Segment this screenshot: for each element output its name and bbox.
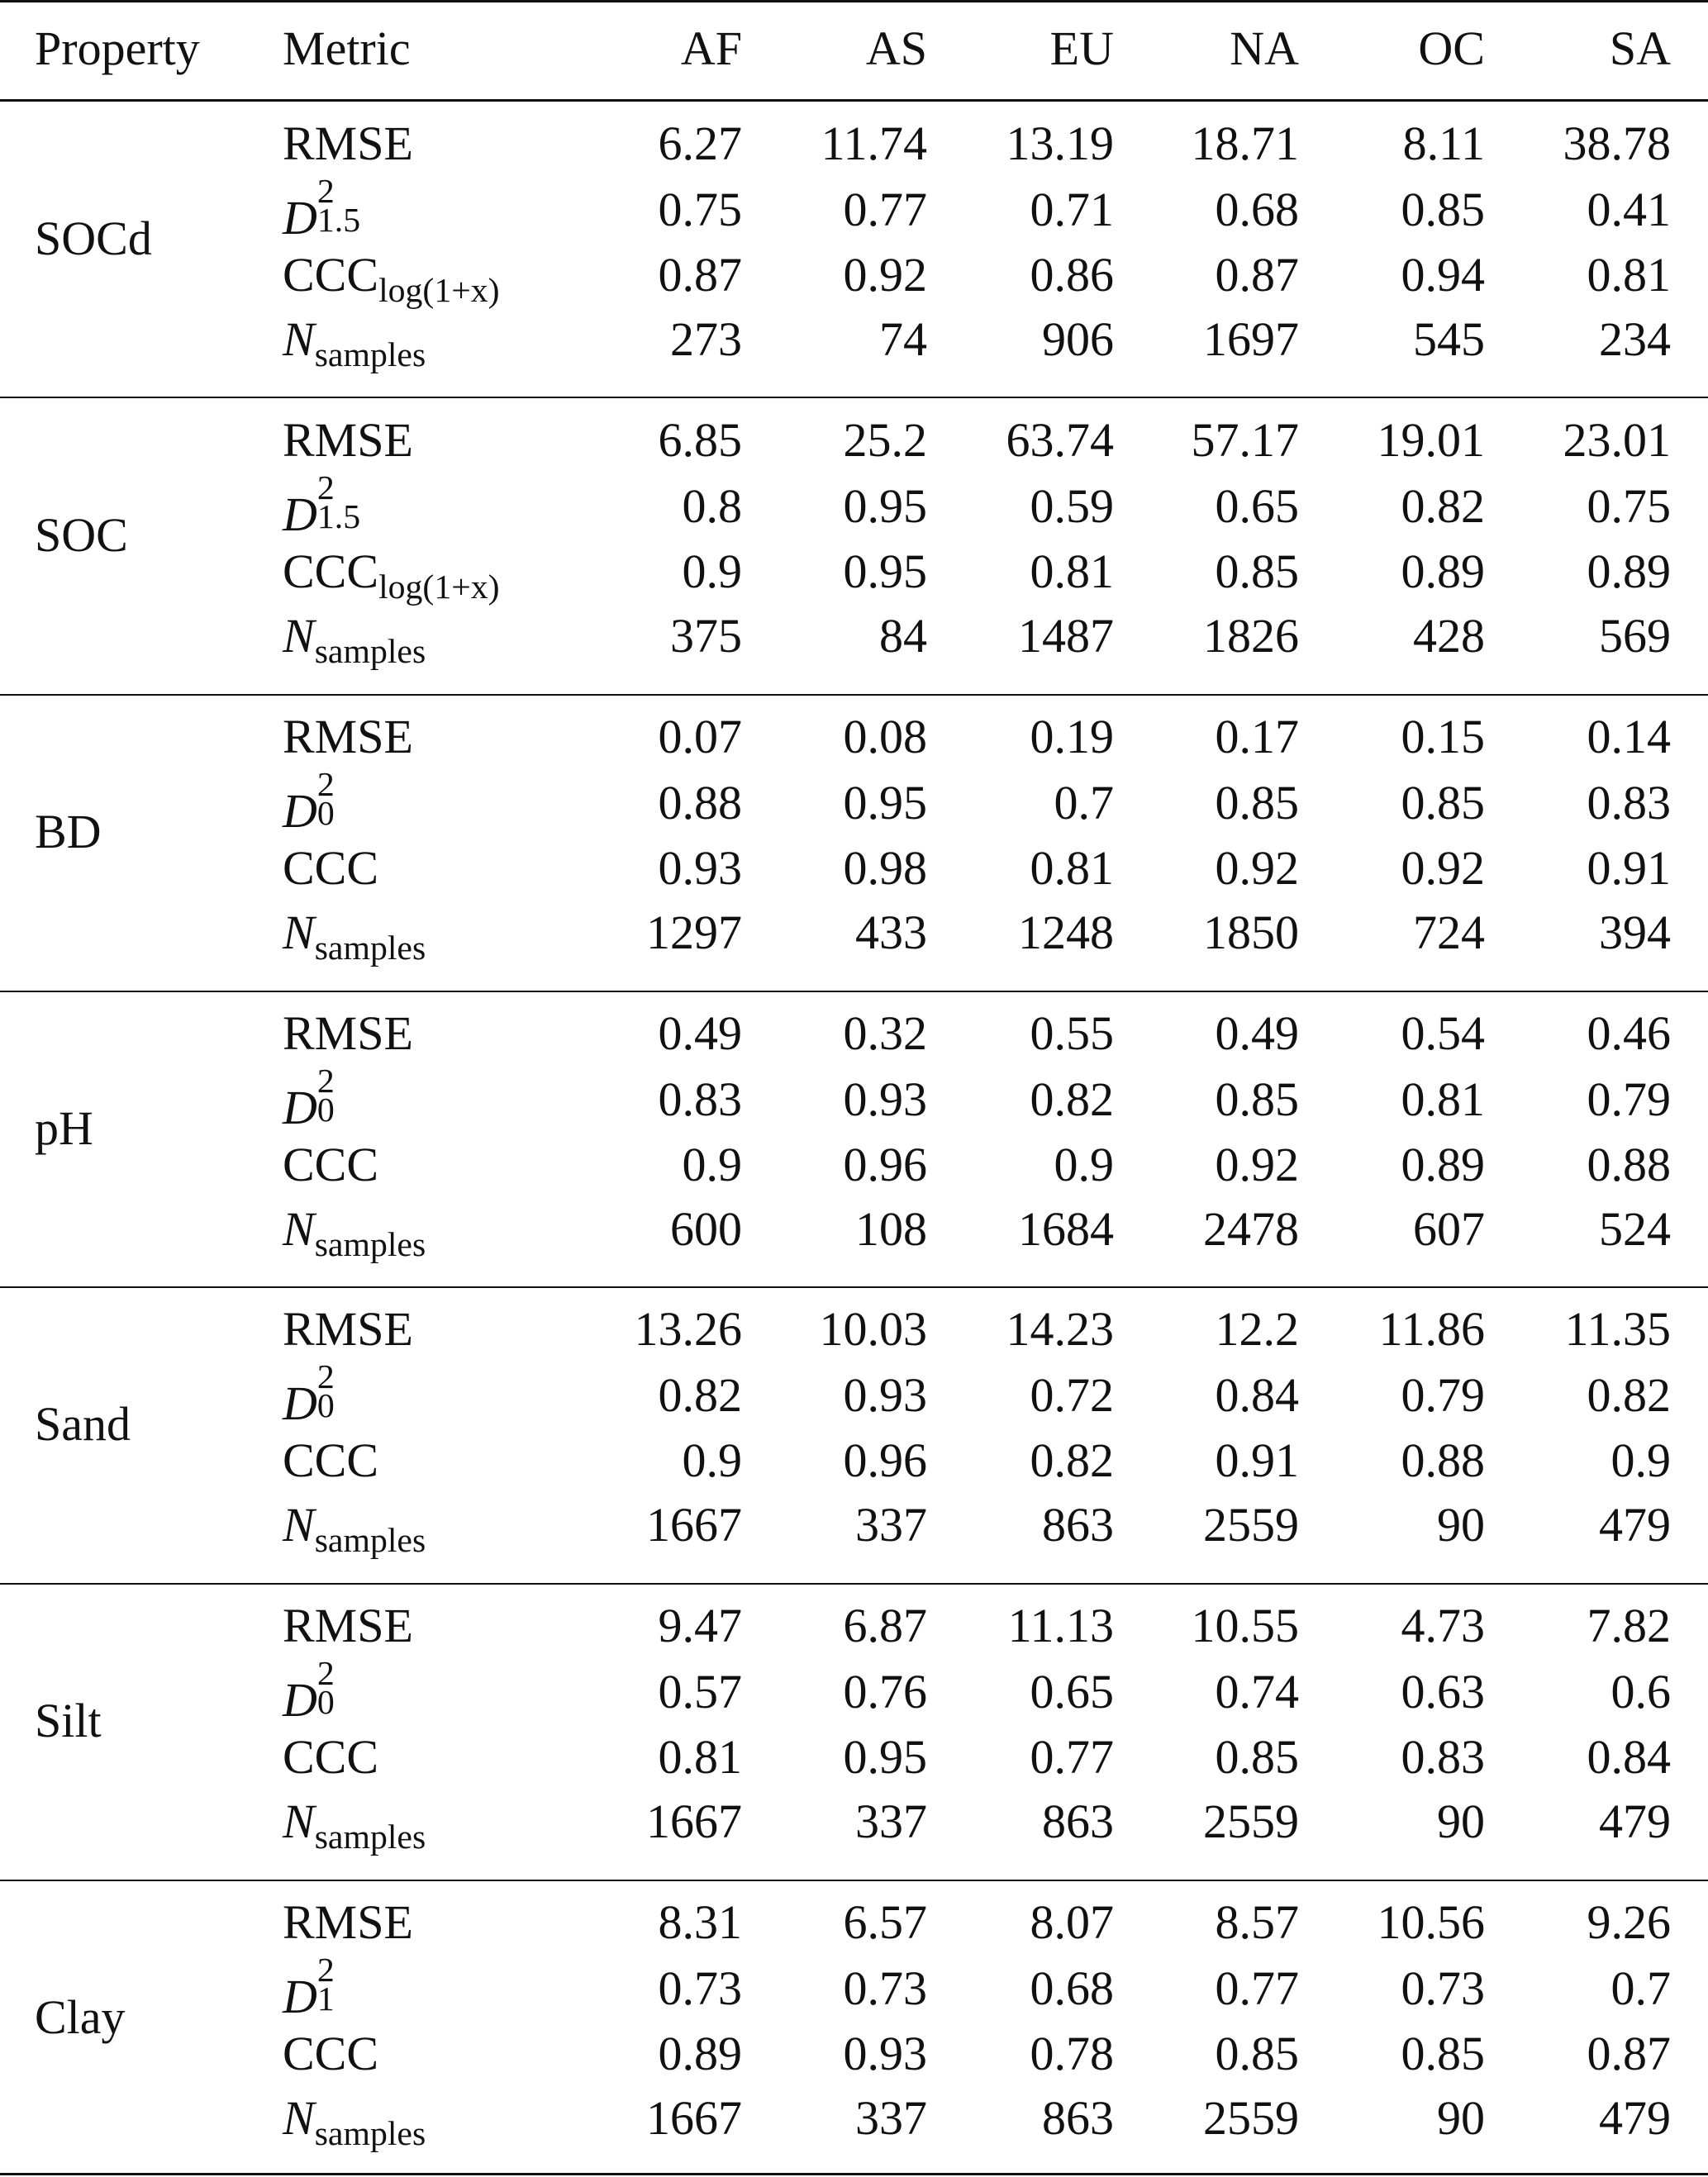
metric-subscript: 1.5	[316, 497, 361, 536]
table-cell: 10.55	[1191, 1599, 1299, 1652]
table-cell: 90	[1437, 1498, 1485, 1552]
metric-subscript: samples	[314, 336, 426, 375]
table-cell: 0.9	[682, 544, 742, 598]
table-cell: 337	[855, 1794, 927, 1848]
table-cell: 724	[1413, 905, 1485, 959]
table-cell: 19.01	[1377, 413, 1485, 467]
table-cell: 0.83	[1401, 1730, 1485, 1784]
table-cell: 0.71	[1030, 183, 1114, 236]
table-cell: 479	[1599, 1794, 1671, 1848]
table-cell: 0.82	[658, 1368, 742, 1422]
table-cell: 90	[1437, 2091, 1485, 2145]
table-cell: 863	[1042, 2091, 1114, 2145]
metric-name: N	[283, 2091, 315, 2145]
metric-label	[283, 2027, 379, 2080]
table-cell: 0.82	[1030, 1072, 1114, 1126]
table-cell: 0.91	[1215, 1433, 1299, 1487]
table-cell: 0.7	[1610, 1961, 1671, 2015]
table-cell: 0.78	[1030, 2027, 1114, 2080]
table-cell: 1826	[1203, 609, 1299, 663]
property-label: BD	[35, 805, 102, 858]
metric-name: CCC	[283, 1138, 379, 1191]
table-cell: 1248	[1018, 905, 1114, 959]
table-cell: 0.89	[1587, 544, 1671, 598]
metric-label	[283, 413, 413, 467]
table-cell: 0.84	[1215, 1368, 1299, 1422]
group-divider	[0, 1880, 1708, 1881]
column-header: AS	[865, 21, 927, 75]
table-cell: 0.82	[1587, 1368, 1671, 1422]
metric-superscript: 2	[316, 1654, 335, 1693]
table-cell: 2478	[1203, 1202, 1299, 1256]
column-header: OC	[1418, 21, 1485, 75]
table-cell: 428	[1413, 609, 1485, 663]
metric-label	[283, 1730, 379, 1784]
table-cell: 8.57	[1215, 1895, 1299, 1949]
table-cell: 0.75	[1587, 479, 1671, 533]
metric-name: RMSE	[283, 116, 413, 170]
table-cell: 0.95	[843, 544, 927, 598]
metric-indices	[316, 172, 379, 240]
table-cell: 479	[1599, 1498, 1671, 1552]
table-cell: 0.17	[1215, 710, 1299, 763]
metric-name: D	[283, 1376, 317, 1430]
table-cell: 0.7	[1054, 776, 1114, 829]
table-cell: 0.59	[1030, 479, 1114, 533]
metric-label	[283, 1654, 379, 1727]
table-cell: 0.15	[1401, 710, 1485, 763]
table-cell: 0.19	[1030, 710, 1114, 763]
table-cell: 0.57	[658, 1665, 742, 1718]
table-cell: 0.93	[843, 1072, 927, 1126]
metric-label	[283, 1794, 426, 1857]
group-divider	[0, 991, 1708, 992]
table-cell: 0.81	[658, 1730, 742, 1784]
metric-name: N	[283, 1202, 315, 1256]
metric-subscript: 1.5	[316, 201, 361, 240]
table-cell: 0.98	[843, 841, 927, 895]
metric-subscript: 0	[316, 1683, 335, 1722]
metric-label	[283, 1062, 379, 1134]
table-cell: 1684	[1018, 1202, 1114, 1256]
metric-label	[283, 1599, 413, 1652]
table-cell: 0.93	[843, 1368, 927, 1422]
table-cell: 0.77	[843, 183, 927, 236]
metric-name: RMSE	[283, 710, 413, 763]
table-cell: 6.87	[843, 1599, 927, 1652]
metric-subscript: 0	[316, 1091, 335, 1129]
metric-superscript: 2	[316, 1357, 335, 1396]
metric-label	[283, 1498, 426, 1561]
table-cell: 0.93	[843, 2027, 927, 2080]
table-cell: 0.73	[1401, 1961, 1485, 2015]
table-cell: 0.83	[658, 1072, 742, 1126]
table-cell: 0.81	[1587, 248, 1671, 302]
metric-label	[283, 1006, 413, 1060]
metric-label	[283, 1951, 379, 2023]
group-divider	[0, 1583, 1708, 1585]
bottom-rule	[0, 2173, 1708, 2175]
table-cell: 0.73	[658, 1961, 742, 2015]
metric-superscript: 2	[316, 468, 335, 507]
table-cell: 18.71	[1191, 116, 1299, 170]
metric-name: D	[283, 487, 317, 541]
metric-superscript: 2	[316, 765, 335, 804]
table-cell: 0.96	[843, 1433, 927, 1487]
table-cell: 0.75	[658, 183, 742, 236]
table-cell: 0.95	[843, 776, 927, 829]
metric-name: RMSE	[283, 1599, 413, 1652]
metric-label	[283, 765, 379, 838]
metric-name: CCC	[283, 248, 379, 302]
metric-label	[283, 1202, 426, 1265]
metric-label	[283, 1138, 379, 1191]
table-cell: 0.87	[1587, 2027, 1671, 2080]
metric-label	[283, 905, 426, 968]
column-header: EU	[1049, 21, 1114, 75]
metric-label	[283, 2091, 426, 2154]
table-cell: 0.88	[1587, 1138, 1671, 1191]
table-cell: 0.9	[682, 1138, 742, 1191]
metric-subscript: samples	[314, 1818, 426, 1857]
table-cell: 12.2	[1215, 1302, 1299, 1356]
table-cell: 0.84	[1587, 1730, 1671, 1784]
table-cell: 4.73	[1401, 1599, 1485, 1652]
metric-name: N	[283, 609, 315, 663]
group-divider	[0, 1286, 1708, 1288]
table-cell: 0.95	[843, 1730, 927, 1784]
table-cell: 0.6	[1610, 1665, 1671, 1718]
table-cell: 0.89	[1401, 1138, 1485, 1191]
metric-label	[283, 1357, 379, 1430]
table-cell: 234	[1599, 312, 1671, 366]
table-cell: 337	[855, 1498, 927, 1552]
table-cell: 74	[879, 312, 927, 366]
table-cell: 0.85	[1401, 183, 1485, 236]
metric-name: RMSE	[283, 1302, 413, 1356]
table-cell: 0.89	[1401, 544, 1485, 598]
table-cell: 57.17	[1191, 413, 1299, 467]
table-cell: 0.77	[1215, 1961, 1299, 2015]
metric-name: RMSE	[283, 1895, 413, 1949]
table-cell: 0.88	[658, 776, 742, 829]
table-cell: 6.57	[843, 1895, 927, 1949]
metric-superscript: 2	[316, 1951, 335, 1989]
table-cell: 0.87	[658, 248, 742, 302]
metric-superscript: 2	[316, 172, 335, 211]
table-cell: 23.01	[1563, 413, 1671, 467]
table-cell: 0.91	[1587, 841, 1671, 895]
table-cell: 0.79	[1401, 1368, 1485, 1422]
table-cell: 0.08	[843, 710, 927, 763]
table-cell: 863	[1042, 1794, 1114, 1848]
table-cell: 0.74	[1215, 1665, 1299, 1718]
table-cell: 13.26	[634, 1302, 742, 1356]
metric-subscript: samples	[314, 929, 426, 968]
table-cell: 6.85	[658, 413, 742, 467]
table-cell: 38.78	[1563, 116, 1671, 170]
table-cell: 0.92	[1215, 1138, 1299, 1191]
table-cell: 11.74	[821, 116, 927, 170]
table-cell: 0.81	[1030, 841, 1114, 895]
table-cell: 0.92	[1215, 841, 1299, 895]
metric-subscript: log(1+x)	[378, 272, 500, 311]
metric-indices	[316, 1357, 379, 1425]
metric-name: N	[283, 312, 315, 366]
table-cell: 0.88	[1401, 1433, 1485, 1487]
table-cell: 0.89	[658, 2027, 742, 2080]
metric-name: D	[283, 1970, 317, 2023]
metric-indices	[316, 468, 379, 536]
table-cell: 0.9	[682, 1433, 742, 1487]
metric-subscript: samples	[314, 1226, 426, 1265]
table-cell: 0.54	[1401, 1006, 1485, 1060]
table-cell: 906	[1042, 312, 1114, 366]
table-cell: 1667	[646, 1794, 742, 1848]
table-cell: 0.63	[1401, 1665, 1485, 1718]
table-cell: 0.92	[1401, 841, 1485, 895]
property-label: pH	[35, 1101, 93, 1155]
column-header: NA	[1230, 21, 1299, 75]
metric-name: CCC	[283, 1730, 379, 1784]
metric-subscript: log(1+x)	[378, 568, 500, 607]
table-cell: 0.94	[1401, 248, 1485, 302]
table-cell: 0.65	[1215, 479, 1299, 533]
metric-name: CCC	[283, 1433, 379, 1487]
table-cell: 0.95	[843, 479, 927, 533]
table-cell: 0.46	[1587, 1006, 1671, 1060]
table-cell: 479	[1599, 2091, 1671, 2145]
metric-subscript: samples	[314, 633, 426, 672]
table-cell: 0.72	[1030, 1368, 1114, 1422]
table-cell: 13.19	[1006, 116, 1114, 170]
table-cell: 2559	[1203, 1498, 1299, 1552]
table-cell: 0.8	[682, 479, 742, 533]
metric-label	[283, 1895, 413, 1949]
metric-name: N	[283, 1498, 315, 1552]
property-label: Sand	[35, 1397, 131, 1451]
table-cell: 0.85	[1401, 2027, 1485, 2080]
table-cell: 0.85	[1215, 1072, 1299, 1126]
table-cell: 0.85	[1215, 1730, 1299, 1784]
metric-indices	[316, 765, 379, 833]
table-cell: 90	[1437, 1794, 1485, 1848]
metric-indices	[316, 1951, 379, 2018]
table-cell: 0.32	[843, 1006, 927, 1060]
table-cell: 600	[670, 1202, 742, 1256]
metric-subscript: 0	[316, 1386, 335, 1425]
table-cell: 0.73	[843, 1961, 927, 2015]
table-cell: 1697	[1203, 312, 1299, 366]
property-label: SOC	[35, 508, 128, 562]
column-header: Property	[35, 21, 200, 75]
table-cell: 524	[1599, 1202, 1671, 1256]
table-cell: 0.68	[1215, 183, 1299, 236]
table-cell: 2559	[1203, 1794, 1299, 1848]
table-cell: 8.11	[1402, 116, 1485, 170]
table-cell: 0.76	[843, 1665, 927, 1718]
table-cell: 9.26	[1587, 1895, 1671, 1949]
table-cell: 0.85	[1215, 776, 1299, 829]
table-cell: 0.14	[1587, 710, 1671, 763]
table-cell: 337	[855, 2091, 927, 2145]
metric-subscript: 1	[316, 1980, 335, 2018]
table-cell: 0.68	[1030, 1961, 1114, 2015]
table-cell: 0.83	[1587, 776, 1671, 829]
table-cell: 0.86	[1030, 248, 1114, 302]
table-cell: 84	[879, 609, 927, 663]
table-cell: 7.82	[1587, 1599, 1671, 1652]
metric-name: CCC	[283, 2027, 379, 2080]
table-cell: 11.35	[1564, 1302, 1671, 1356]
metric-name: N	[283, 905, 315, 959]
table-cell: 394	[1599, 905, 1671, 959]
table-cell: 2559	[1203, 2091, 1299, 2145]
metric-label	[283, 841, 379, 895]
top-rule	[0, 0, 1708, 2]
header-rule	[0, 99, 1708, 102]
table-cell: 6.27	[658, 116, 742, 170]
metric-label	[283, 312, 426, 375]
metric-name: D	[283, 1673, 317, 1727]
metric-name: CCC	[283, 544, 379, 598]
table-cell: 108	[855, 1202, 927, 1256]
table-cell: 8.31	[658, 1895, 742, 1949]
table-cell: 0.77	[1030, 1730, 1114, 1784]
table-cell: 0.85	[1401, 776, 1485, 829]
property-label: Clay	[35, 1990, 126, 2044]
table-cell: 14.23	[1006, 1302, 1114, 1356]
metric-name: D	[283, 191, 317, 245]
metric-label	[283, 468, 379, 541]
table-cell: 569	[1599, 609, 1671, 663]
group-divider	[0, 397, 1708, 398]
metric-indices	[316, 1654, 379, 1722]
metric-name: D	[283, 784, 317, 838]
metric-label	[283, 172, 379, 245]
table-cell: 8.07	[1030, 1895, 1114, 1949]
table-cell: 10.03	[819, 1302, 927, 1356]
column-header: AF	[680, 21, 742, 75]
table-cell: 0.85	[1215, 544, 1299, 598]
table-cell: 0.41	[1587, 183, 1671, 236]
table-cell: 0.96	[843, 1138, 927, 1191]
table-cell: 11.13	[1007, 1599, 1114, 1652]
property-label: SOCd	[35, 212, 152, 265]
table-cell: 0.79	[1587, 1072, 1671, 1126]
table-cell: 0.81	[1401, 1072, 1485, 1126]
table-cell: 0.55	[1030, 1006, 1114, 1060]
column-header: SA	[1609, 21, 1671, 75]
table-cell: 0.85	[1215, 2027, 1299, 2080]
table-cell: 0.82	[1030, 1433, 1114, 1487]
metric-subscript: samples	[314, 2115, 426, 2154]
metric-label	[283, 544, 500, 607]
column-header: Metric	[283, 21, 411, 75]
table-cell: 0.65	[1030, 1665, 1114, 1718]
table-cell: 0.81	[1030, 544, 1114, 598]
metric-name: RMSE	[283, 1006, 413, 1060]
table-cell: 0.92	[843, 248, 927, 302]
metric-name: D	[283, 1081, 317, 1134]
table-cell: 11.86	[1378, 1302, 1485, 1356]
property-label: Silt	[35, 1694, 102, 1747]
metric-label	[283, 248, 500, 311]
table-cell: 25.2	[843, 413, 927, 467]
table-cell: 0.87	[1215, 248, 1299, 302]
metric-subscript: samples	[314, 1522, 426, 1561]
table-cell: 1487	[1018, 609, 1114, 663]
table-cell: 1850	[1203, 905, 1299, 959]
table-cell: 0.93	[658, 841, 742, 895]
table-cell: 1667	[646, 2091, 742, 2145]
metric-label	[283, 116, 413, 170]
table-cell: 0.82	[1401, 479, 1485, 533]
table-cell: 0.9	[1610, 1433, 1671, 1487]
table-cell: 10.56	[1377, 1895, 1485, 1949]
metric-label	[283, 609, 426, 672]
table-cell: 375	[670, 609, 742, 663]
table-cell: 63.74	[1006, 413, 1114, 467]
metric-label	[283, 710, 413, 763]
metric-label	[283, 1302, 413, 1356]
table-cell: 0.49	[1215, 1006, 1299, 1060]
table-cell: 9.47	[658, 1599, 742, 1652]
table-cell: 273	[670, 312, 742, 366]
metric-subscript: 0	[316, 794, 335, 833]
metric-indices	[316, 1062, 379, 1129]
group-divider	[0, 694, 1708, 696]
metric-label	[283, 1433, 379, 1487]
metric-name: CCC	[283, 841, 379, 895]
metric-name: RMSE	[283, 413, 413, 467]
table-cell: 607	[1413, 1202, 1485, 1256]
table-cell: 1667	[646, 1498, 742, 1552]
table-cell: 1297	[646, 905, 742, 959]
table-cell: 0.9	[1054, 1138, 1114, 1191]
table-cell: 0.49	[658, 1006, 742, 1060]
table-cell: 433	[855, 905, 927, 959]
table-cell: 0.07	[658, 710, 742, 763]
metric-name: N	[283, 1794, 315, 1848]
metric-superscript: 2	[316, 1062, 335, 1100]
table-cell: 545	[1413, 312, 1485, 366]
table-cell: 863	[1042, 1498, 1114, 1552]
